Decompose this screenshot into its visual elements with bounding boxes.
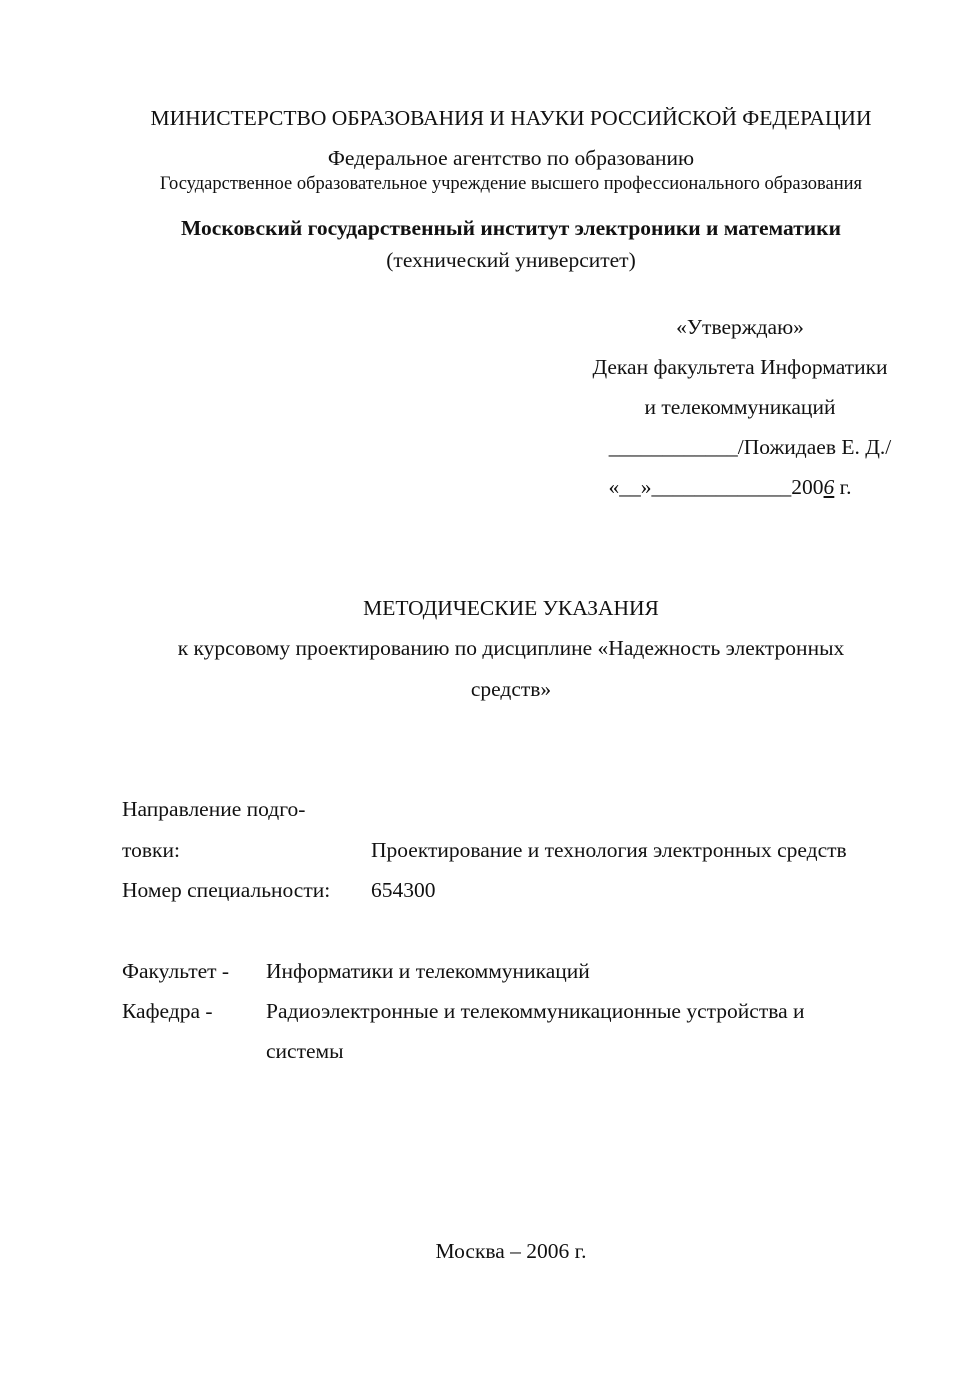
approval-date-line <box>550 474 910 500</box>
date-year-prefix: 200 <box>791 475 824 499</box>
specialty-label: Номер специальности: <box>122 878 331 902</box>
signatory-name: /Пожидаев Е. Д./ <box>737 435 892 459</box>
institute-subtitle: (технический университет) <box>386 248 636 272</box>
direction-value: Проектирование и технология электронных средств <box>371 838 847 862</box>
date-month-blank: _____________ <box>651 475 792 499</box>
document-subtitle-2: средств» <box>470 677 552 701</box>
department-label: Кафедра - <box>122 999 213 1023</box>
city-year: Москва – 2006 г. <box>435 1239 587 1263</box>
approval-position-1: Декан факультета Информатики <box>592 355 888 379</box>
institute-name: Московский государственный институт электроники и математики <box>181 216 841 240</box>
specialty-value: 654300 <box>371 878 436 902</box>
date-open-quote: « <box>608 475 620 499</box>
agency-name: Федеральное агентство по образованию <box>327 146 695 170</box>
document-subtitle-1: к курсовому проектированию по дисциплине «Надежность электронных <box>177 636 845 660</box>
date-suffix: г. <box>834 475 852 499</box>
faculty-value: Информатики и телекоммуникаций <box>266 959 590 983</box>
date-day-blank: __ <box>619 475 641 499</box>
direction-label-2: товки: <box>122 838 180 862</box>
document-title: МЕТОДИЧЕСКИЕ УКАЗАНИЯ <box>363 596 659 620</box>
institution-type: Государственное образовательное учреждение высшего профессионального образования <box>159 174 863 194</box>
approval-position-2: и телекоммуникаций <box>644 395 836 419</box>
department-value-2: системы <box>266 1039 344 1063</box>
date-close-quote: » <box>640 475 652 499</box>
direction-label-1: Направление подго- <box>122 797 306 821</box>
date-year-digit: 6 <box>823 475 835 499</box>
ministry-heading: МИНИСТЕРСТВО ОБРАЗОВАНИЯ И НАУКИ РОССИЙСКОЙ ФЕДЕРАЦИИ <box>150 106 872 130</box>
approval-signature-line <box>570 434 930 460</box>
department-value-1: Радиоэлектронные и телекоммуникационные устройства и <box>266 999 805 1023</box>
approval-title: «Утверждаю» <box>676 315 804 339</box>
faculty-label: Факультет - <box>122 959 230 983</box>
signature-blank: ____________ <box>608 435 738 459</box>
